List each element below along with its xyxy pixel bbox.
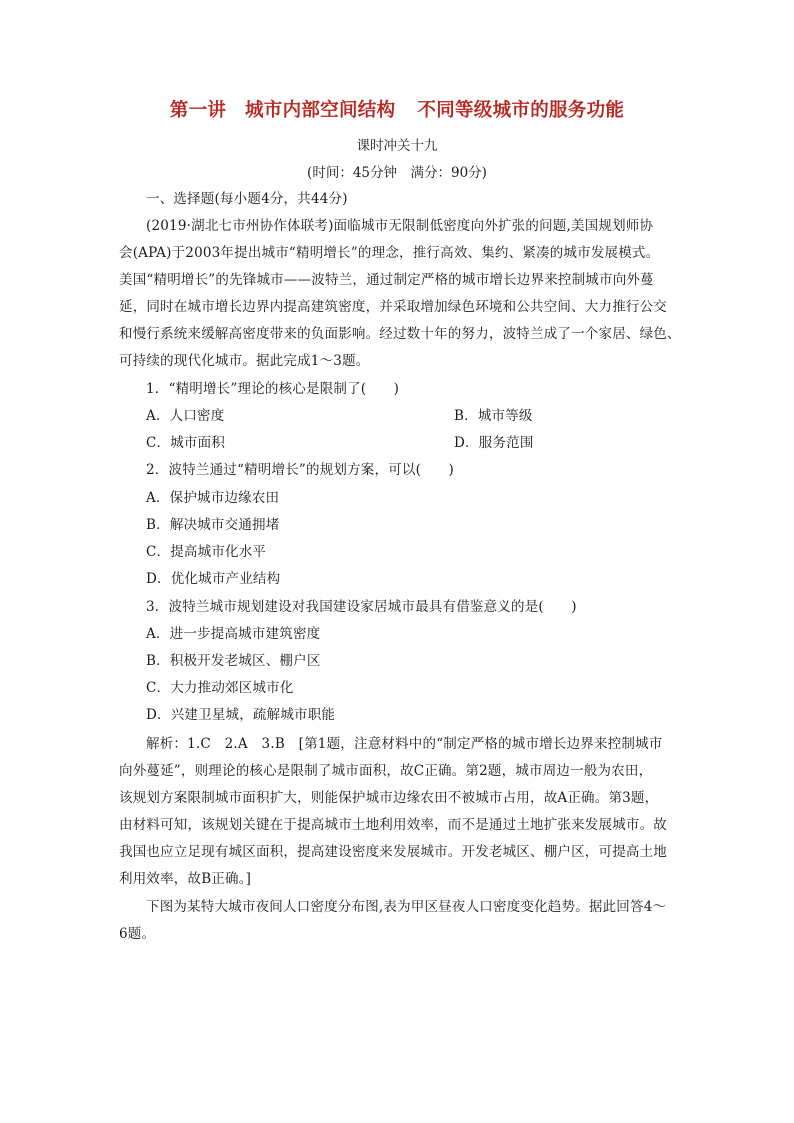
- question-3-stem: 3．波特兰城市规划建设对我国建设家居城市最具有借鉴意义的是( ): [146, 599, 577, 615]
- passage2-line: 下图为某特大城市夜间人口密度分布图,表为甲区昼夜人口密度变化趋势。据此回答4～: [146, 899, 667, 915]
- question-2-option-c: C．提高城市化水平: [146, 544, 267, 560]
- question-1-option-d: D．服务范围: [454, 435, 534, 451]
- analysis-line: 我国也应立足现有城区面积，提高建设密度来发展城市。开发老城区、棚户区，可提高土地: [119, 844, 667, 860]
- passage1-line: 延，同时在城市增长边界内提高建筑密度，并采取增加绿色环境和公共空间、大力推行公交: [119, 299, 667, 315]
- lesson-title-part2: 不同等级城市的服务功能: [417, 100, 625, 121]
- question-1-option-a: A．人口密度: [146, 408, 225, 424]
- subtitle: 课时冲关十九: [356, 138, 438, 154]
- section-heading: 一、选择题(每小题4分，共44分): [146, 191, 348, 207]
- question-1-option-b: B．城市等级: [454, 408, 533, 424]
- lesson-title-part1: 第一讲 城市内部空间结构: [169, 100, 396, 121]
- question-2-option-b: B．解决城市交通拥堵: [146, 517, 280, 533]
- analysis-line: 向外蔓延”，则理论的核心是限制了城市面积，故C正确。第2题，城市周边一般为农田，: [119, 763, 653, 779]
- question-2-stem: 2．波特兰通过“精明增长”的规划方案，可以( ): [146, 462, 454, 478]
- passage1-line: 可持续的现代化城市。据此完成1～3题。: [119, 353, 370, 369]
- question-1-option-c: C．城市面积: [146, 435, 226, 451]
- question-3-option-a: A．进一步提高城市建筑密度: [146, 626, 321, 642]
- passage1-line: 美国“精明增长”的先锋城市——波特兰，通过制定严格的城市增长边界来控制城市向外蔓: [119, 272, 654, 288]
- analysis-line: 该规划方案限制城市面积扩大，则能保护城市边缘农田不被城市占用，故A正确。第3题，: [119, 790, 659, 806]
- passage1-line: (2019·湖北七市州协作体联考)面临城市无限制低密度向外扩张的问题,美国规划师协: [146, 218, 654, 234]
- question-1-stem: 1．“精明增长”理论的核心是限制了( ): [146, 381, 400, 397]
- time-info: (时间：45分钟 满分：90分): [307, 165, 487, 181]
- analysis-line: 解析：1.C 2.A 3.B [第1题，注意材料中的“制定严格的城市增长边界来控制城市: [146, 736, 663, 752]
- analysis-line: 由材料可知，该规划关键在于提高城市土地利用效率，而不是通过土地扩张来发展城市。故: [119, 817, 667, 833]
- question-3-option-b: B．积极开发老城区、棚户区: [146, 653, 321, 669]
- passage1-line: 和慢行系统来缓解高密度带来的负面影响。经过数十年的努力，波特兰成了一个家居、绿色、: [119, 326, 681, 342]
- question-2-option-a: A．保护城市边缘农田: [146, 490, 280, 506]
- passage2-line: 6题。: [119, 926, 156, 942]
- analysis-line: 利用效率，故B正确。]: [119, 871, 252, 887]
- question-3-option-d: D．兴建卫星城，疏解城市职能: [146, 707, 336, 723]
- question-3-option-c: C．大力推动郊区城市化: [146, 680, 294, 696]
- lesson-title: [0, 96, 794, 122]
- passage1-line: 会(APA)于2003年提出城市“精明增长”的理念，推行高效、集约、紧凑的城市发展模式。: [119, 245, 660, 261]
- question-2-option-d: D．优化城市产业结构: [146, 571, 281, 587]
